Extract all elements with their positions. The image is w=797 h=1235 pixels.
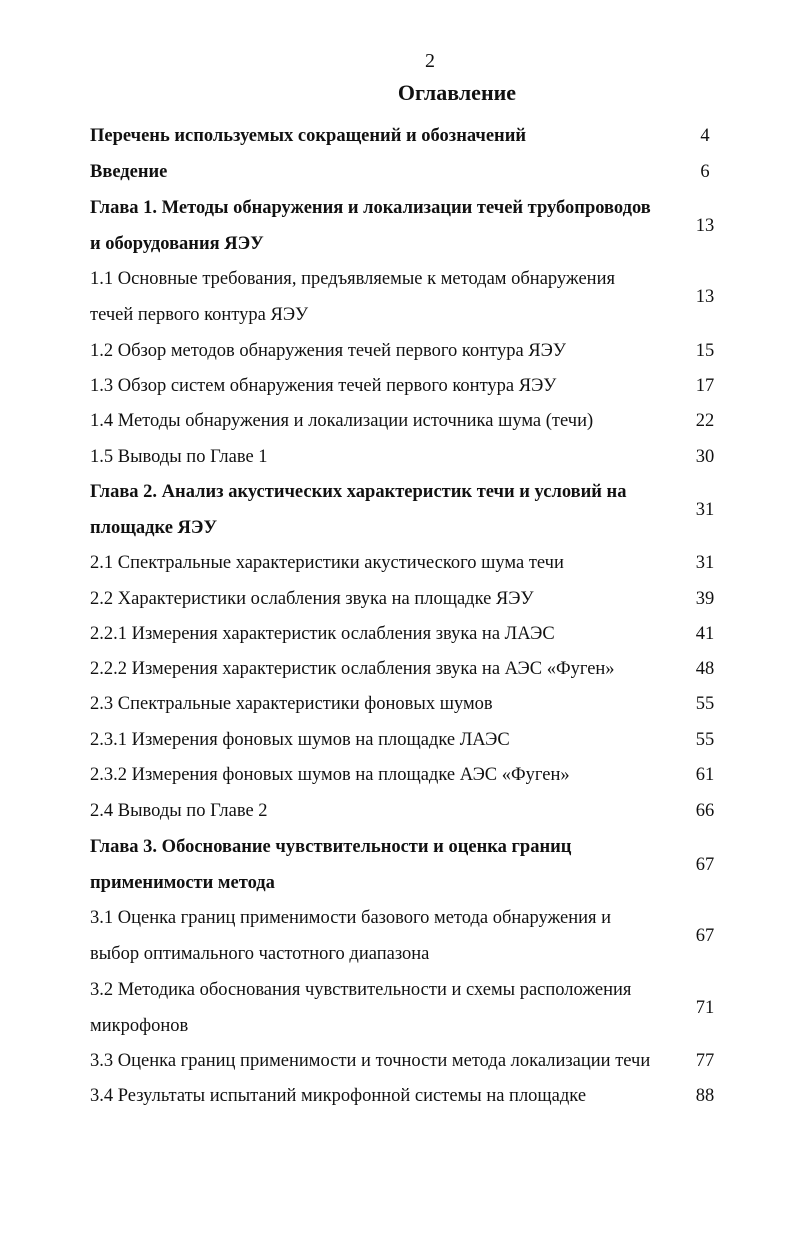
toc-entry-page: 48 (695, 659, 715, 679)
toc-entry-page: 77 (695, 1051, 715, 1071)
toc-entry-page: 22 (695, 411, 715, 431)
toc-entry-text: Перечень используемых сокращений и обозначений (90, 126, 527, 146)
toc-entry-text: 2.2.2 Измерения характеристик ослабления звука на АЭС «Фуген» (90, 659, 615, 679)
toc-entry-text: Глава 3. Обоснование чувствительности и оценка границ (90, 837, 572, 857)
toc-entry-page: 41 (695, 624, 715, 644)
toc-entry-text: Глава 1. Методы обнаружения и локализации течей трубопроводов (90, 198, 651, 218)
toc-entry-text: 2.4 Выводы по Главе 2 (90, 801, 268, 821)
toc-entry-text: 1.2 Обзор методов обнаружения течей первого контура ЯЭУ (90, 341, 566, 361)
toc-entry-page: 39 (695, 589, 715, 609)
toc-entry-page: 13 (695, 216, 715, 236)
page-number: 2 (425, 50, 435, 72)
toc-entry-page: 13 (695, 287, 715, 307)
toc-entry-text: 2.2.1 Измерения характеристик ослабления звука на ЛАЭС (90, 624, 555, 644)
toc-entry-text: 1.1 Основные требования, предъявляемые к методам обнаружения (90, 269, 615, 289)
toc-entry-page: 31 (695, 500, 715, 520)
toc-entry-text: 2.1 Спектральные характеристики акустического шума течи (90, 553, 564, 573)
toc-entry-text: 3.2 Методика обоснования чувствительности и схемы расположения (90, 980, 632, 1000)
toc-entry-text: применимости метода (90, 873, 275, 893)
toc-entry-text: и оборудования ЯЭУ (90, 234, 264, 254)
toc-entry-page: 30 (695, 447, 715, 467)
toc-entry-page: 31 (695, 553, 715, 573)
toc-title: Оглавление (397, 80, 517, 105)
toc-entry-page: 15 (695, 341, 715, 361)
toc-entry-page: 4 (700, 126, 710, 146)
toc-entry-page: 55 (695, 730, 715, 750)
toc-entry-text: Введение (90, 162, 168, 182)
toc-entry-text: 3.4 Результаты испытаний микрофонной системы на площадке (90, 1086, 587, 1106)
toc-entry-page: 6 (700, 162, 710, 182)
toc-entry-page: 67 (695, 855, 715, 875)
toc-entry-text: 2.3.1 Измерения фоновых шумов на площадке ЛАЭС (90, 730, 510, 750)
toc-entry-text: Глава 2. Анализ акустических характеристик течи и условий на (90, 482, 627, 502)
toc-entry-text: 1.5 Выводы по Главе 1 (90, 447, 268, 467)
toc-entry-text: 1.4 Методы обнаружения и локализации источника шума (течи) (90, 411, 594, 431)
toc-entry-page: 67 (695, 926, 715, 946)
toc-entry-text: 3.3 Оценка границ применимости и точности метода локализации течи (90, 1051, 651, 1071)
toc-entry-text: площадке ЯЭУ (90, 518, 218, 538)
toc-entry-text: 2.2 Характеристики ослабления звука на площадке ЯЭУ (90, 589, 534, 609)
toc-entry-page: 17 (695, 376, 715, 396)
toc-entry-text: 2.3.2 Измерения фоновых шумов на площадке АЭС «Фуген» (90, 765, 570, 785)
toc-entry-text: выбор оптимального частотного диапазона (90, 944, 430, 964)
toc-entry-text: микрофонов (90, 1016, 189, 1036)
toc-entry-page: 66 (695, 801, 715, 821)
toc-entry-text: 3.1 Оценка границ применимости базового метода обнаружения и (90, 908, 612, 928)
toc-entry-page: 71 (695, 998, 715, 1018)
toc-entry-text: 1.3 Обзор систем обнаружения течей первого контура ЯЭУ (90, 376, 557, 396)
toc-entry-page: 55 (695, 694, 715, 714)
toc-entry-text: 2.3 Спектральные характеристики фоновых шумов (90, 694, 493, 714)
toc-entry-page: 61 (695, 765, 715, 785)
toc-entry-page: 88 (695, 1086, 715, 1106)
toc-entry-text: течей первого контура ЯЭУ (90, 305, 309, 325)
